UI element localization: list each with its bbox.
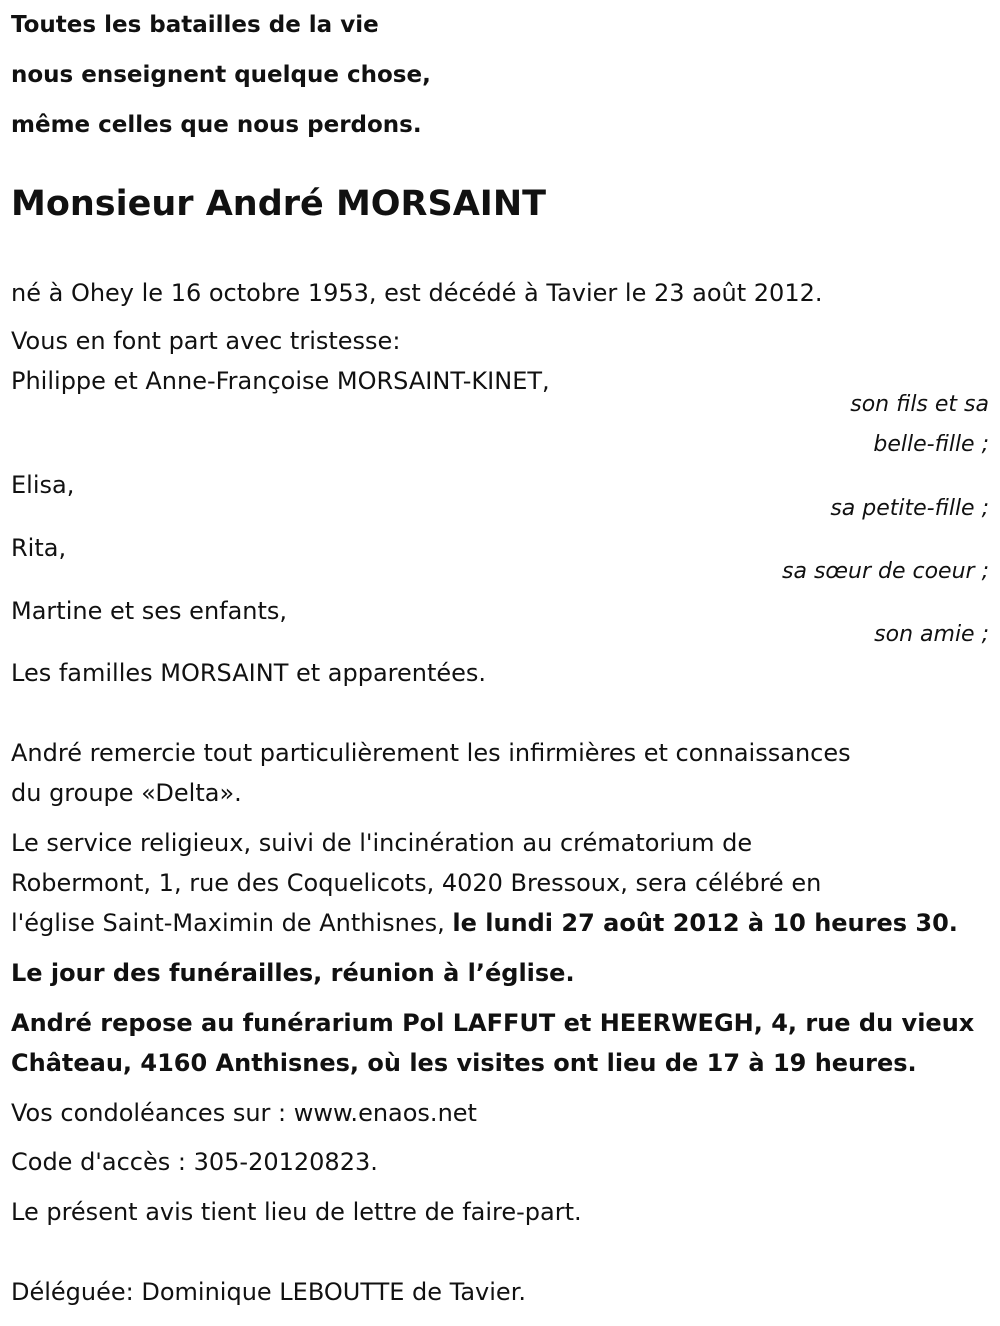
family-relation-granddaughter: sa petite-fille ; — [830, 496, 989, 521]
family-relation-sister: sa sœur de coeur ; — [782, 559, 989, 584]
service-line-1: Le service religieux, suivi de l'incinération au crématorium de — [11, 829, 753, 857]
quote-line-2: nous enseignent quelque chose, — [11, 62, 431, 88]
meeting-line: Le jour des funérailles, réunion à l’église. — [11, 959, 575, 987]
family-name-rita: Rita, — [11, 534, 67, 562]
family-relation-son-line1: son fils et sa — [850, 392, 989, 417]
family-name-philippe: Philippe et Anne-Françoise MORSAINT-KINET, — [11, 367, 550, 395]
repose-line-1: André repose au funérarium Pol LAFFUT et HEERWEGH, 4, rue du vieux — [11, 1009, 975, 1037]
repose-line-2: Château, 4160 Anthisnes, où les visites ont lieu de 17 à 19 heures. — [11, 1049, 917, 1077]
quote-line-1: Toutes les batailles de la vie — [11, 12, 379, 38]
announcement-line: Vous en font part avec tristesse: — [11, 327, 401, 355]
family-name-martine: Martine et ses enfants, — [11, 597, 288, 625]
service-line-3 — [11, 908, 958, 938]
deceased-name-title: Monsieur André MORSAINT — [11, 184, 546, 224]
thanks-line-2: du groupe «Delta». — [11, 779, 242, 807]
access-code-line: Code d'accès : 305-20120823. — [11, 1148, 378, 1176]
family-name-elisa: Elisa, — [11, 471, 75, 499]
service-line-3-text: l'église Saint-Maximin de Anthisnes, — [11, 909, 453, 937]
notice-line: Le présent avis tient lieu de lettre de faire-part. — [11, 1198, 582, 1226]
thanks-line-1: André remercie tout particulièrement les infirmières et connaissances — [11, 739, 851, 767]
family-relation-son-line2: belle-fille ; — [873, 432, 989, 457]
service-line-2: Robermont, 1, rue des Coquelicots, 4020 Bressoux, sera célébré en — [11, 869, 822, 897]
quote-line-3: même celles que nous perdons. — [11, 112, 422, 138]
delegate-line: Déléguée: Dominique LEBOUTTE de Tavier. — [11, 1278, 526, 1306]
service-date-time: le lundi 27 août 2012 à 10 heures 30. — [452, 909, 958, 937]
family-relation-friend: son amie ; — [874, 622, 989, 647]
birth-death-line: né à Ohey le 16 octobre 1953, est décédé à Tavier le 23 août 2012. — [11, 279, 823, 307]
condolences-line: Vos condoléances sur : www.enaos.net — [11, 1099, 477, 1127]
family-name-families: Les familles MORSAINT et apparentées. — [11, 659, 487, 687]
